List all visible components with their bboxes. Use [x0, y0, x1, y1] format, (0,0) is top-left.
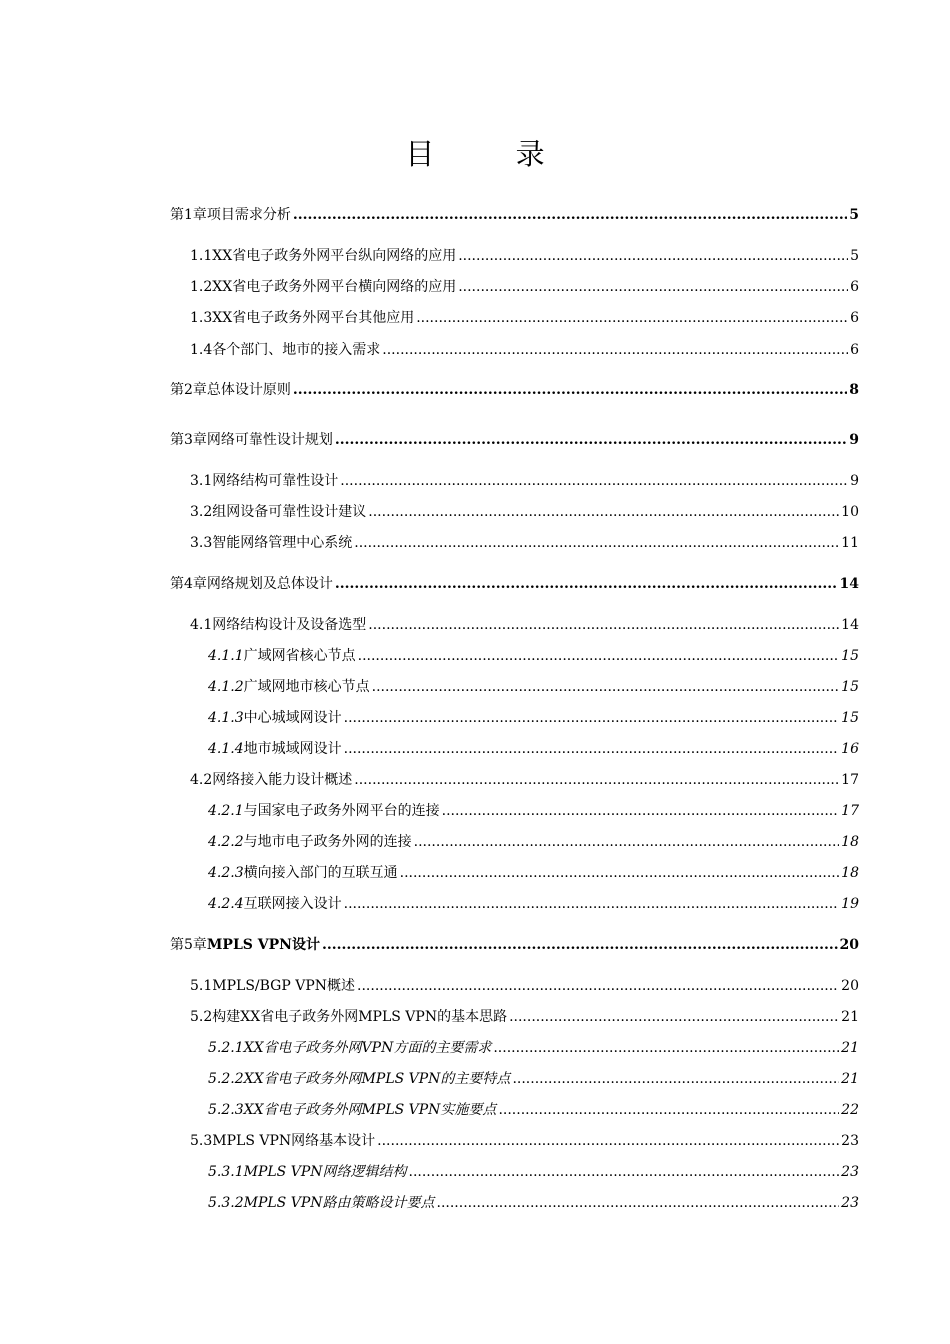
- leader-dots: [335, 576, 838, 592]
- toc-chapter-3[interactable]: [170, 429, 859, 449]
- toc-section-1-3[interactable]: [190, 307, 859, 327]
- toc-page: 21: [841, 1009, 859, 1025]
- leader-dots: [358, 648, 840, 664]
- toc-number: 4.2: [190, 772, 213, 788]
- toc-section-5-2[interactable]: [190, 1006, 859, 1026]
- leader-dots: [368, 617, 839, 633]
- toc-chapter-2[interactable]: [170, 379, 859, 399]
- toc-number: 第5章: [170, 937, 207, 953]
- toc-subsection-5-2-2[interactable]: [208, 1068, 859, 1088]
- toc-title: XX省电子政务外网VPN方面的主要需求: [243, 1040, 492, 1056]
- toc-page: 14: [839, 576, 859, 592]
- toc-title: 网络结构设计及设备选型: [212, 617, 367, 633]
- leader-dots: [293, 207, 847, 223]
- toc-number: 5.3.1: [208, 1164, 244, 1180]
- toc-number: 1.2: [190, 279, 213, 295]
- toc-title: 各个部门、地市的接入需求: [212, 342, 381, 358]
- toc-section-3-1[interactable]: [190, 470, 859, 490]
- toc-section-1-4[interactable]: [190, 339, 859, 359]
- toc-number: 4.1.3: [208, 710, 244, 726]
- toc-page: 22: [841, 1102, 859, 1118]
- leader-dots: [354, 772, 839, 788]
- toc-page: 11: [841, 535, 859, 551]
- toc-subsection-4-1-2[interactable]: [208, 676, 859, 696]
- toc-title: XX省电子政务外网平台纵向网络的应用: [212, 248, 457, 264]
- toc-subsection-5-2-3[interactable]: [208, 1099, 859, 1119]
- toc-title: 广域网省核心节点: [243, 648, 356, 664]
- toc-title: MPLS VPN路由策略设计要点: [243, 1195, 435, 1211]
- toc-number: 3.3: [190, 535, 213, 551]
- toc-page: 17: [841, 803, 859, 819]
- toc-number: 4.1.1: [208, 648, 244, 664]
- toc-title: 互联网接入设计: [243, 896, 342, 912]
- toc-number: 1.4: [190, 342, 213, 358]
- toc-page: 14: [841, 617, 859, 633]
- toc-number: 3.2: [190, 504, 213, 520]
- toc-subsection-4-2-4[interactable]: [208, 893, 859, 913]
- leader-dots: [414, 834, 840, 850]
- toc-page: 23: [841, 1195, 859, 1211]
- toc-number: 4.1.2: [208, 679, 244, 695]
- toc-title: 广域网地市核心节点: [243, 679, 370, 695]
- toc-number: 5.1: [190, 978, 213, 994]
- toc-title: 总体设计原则: [206, 382, 291, 398]
- toc-subsection-5-2-1[interactable]: [208, 1037, 859, 1057]
- toc-page: 15: [841, 710, 859, 726]
- leader-dots: [493, 1040, 839, 1056]
- leader-dots: [400, 865, 840, 881]
- leader-dots: [293, 382, 847, 398]
- toc-page: 9: [849, 432, 859, 448]
- toc-title: 网络规划及总体设计: [206, 576, 333, 592]
- leader-dots: [512, 1071, 839, 1087]
- toc-subsection-4-2-3[interactable]: [208, 862, 859, 882]
- toc-number: 5.2.2: [208, 1071, 244, 1087]
- toc-page: 6: [850, 342, 859, 358]
- toc-number: 3.1: [190, 473, 213, 489]
- toc-chapter-5[interactable]: [170, 934, 859, 954]
- toc-chapter-4[interactable]: [170, 573, 859, 593]
- toc-page: 23: [841, 1164, 859, 1180]
- toc-number: 5.2: [190, 1009, 213, 1025]
- toc-number: 1.1: [190, 248, 213, 264]
- toc-subsection-4-1-4[interactable]: [208, 738, 859, 758]
- toc-title: 与国家电子政务外网平台的连接: [243, 803, 440, 819]
- toc-page: 20: [839, 937, 859, 953]
- toc-number: 1.3: [190, 310, 213, 326]
- toc-subsection-4-2-2[interactable]: [208, 831, 859, 851]
- toc-title: 中心城域网设计: [243, 710, 342, 726]
- toc-section-1-1[interactable]: [190, 245, 859, 265]
- toc-subsection-5-3-1[interactable]: [208, 1161, 859, 1181]
- toc-title: 网络可靠性设计规划: [206, 432, 333, 448]
- leader-dots: [509, 1009, 839, 1025]
- toc-page: 10: [841, 504, 859, 520]
- leader-dots: [344, 741, 840, 757]
- toc-title: MPLS VPN网络基本设计: [212, 1133, 376, 1149]
- leader-dots: [322, 937, 838, 953]
- toc-page: 5: [849, 207, 859, 223]
- toc-number: 第1章: [170, 207, 207, 223]
- toc-page: 17: [841, 772, 859, 788]
- toc-title: 组网设备可靠性设计建议: [212, 504, 367, 520]
- toc-title: MPLS VPN设计: [206, 937, 320, 953]
- toc-title: XX省电子政务外网平台横向网络的应用: [212, 279, 457, 295]
- toc-page: 19: [841, 896, 859, 912]
- toc-page: 5: [850, 248, 859, 264]
- toc-page: 18: [841, 834, 859, 850]
- toc-section-1-2[interactable]: [190, 276, 859, 296]
- toc-title: 项目需求分析: [206, 207, 291, 223]
- toc-section-3-2[interactable]: [190, 501, 859, 521]
- toc-page: 23: [841, 1133, 859, 1149]
- toc-number: 第3章: [170, 432, 207, 448]
- toc-subsection-4-1-1[interactable]: [208, 645, 859, 665]
- toc-section-5-1[interactable]: [190, 975, 859, 995]
- leader-dots: [458, 279, 848, 295]
- toc-title: 构建XX省电子政务外网MPLS VPN的基本思路: [212, 1009, 508, 1025]
- toc-number: 4.2.4: [208, 896, 244, 912]
- leader-dots: [498, 1102, 839, 1118]
- toc-title: 智能网络管理中心系统: [212, 535, 353, 551]
- leader-dots: [344, 710, 840, 726]
- toc-section-4-1[interactable]: [190, 614, 859, 634]
- leader-dots: [368, 504, 839, 520]
- toc-chapter-1[interactable]: [170, 204, 859, 224]
- toc-title: XX省电子政务外网MPLS VPN的主要特点: [243, 1071, 511, 1087]
- toc-number: 5.2.1: [208, 1040, 244, 1056]
- toc-page: 21: [841, 1040, 859, 1056]
- toc-page: 16: [841, 741, 859, 757]
- toc-title: 地市城域网设计: [243, 741, 342, 757]
- toc-title: 与地市电子政务外网的连接: [243, 834, 412, 850]
- leader-dots: [377, 1133, 839, 1149]
- toc-number: 4.2.1: [208, 803, 244, 819]
- toc-page: 20: [841, 978, 859, 994]
- toc-page: 9: [850, 473, 859, 489]
- toc-section-5-3[interactable]: [190, 1130, 859, 1150]
- toc-page: 15: [841, 648, 859, 664]
- toc-title: 网络结构可靠性设计: [212, 473, 339, 489]
- toc-number: 5.3.2: [208, 1195, 244, 1211]
- leader-dots: [357, 978, 839, 994]
- toc-subsection-4-2-1[interactable]: [208, 800, 859, 820]
- toc-section-3-3[interactable]: [190, 532, 859, 552]
- leader-dots: [458, 248, 848, 264]
- toc-number: 4.2.3: [208, 865, 244, 881]
- leader-dots: [442, 803, 840, 819]
- toc-title: MPLS/BGP VPN概述: [212, 978, 356, 994]
- toc-number: 5.2.3: [208, 1102, 244, 1118]
- toc-page: 15: [841, 679, 859, 695]
- toc-page: 18: [841, 865, 859, 881]
- toc-number: 4.2.2: [208, 834, 244, 850]
- toc-number: 第4章: [170, 576, 207, 592]
- toc-title: MPLS VPN网络逻辑结构: [243, 1164, 407, 1180]
- leader-dots: [416, 310, 848, 326]
- leader-dots: [335, 432, 847, 448]
- toc-page: 21: [841, 1071, 859, 1087]
- toc-page: 6: [850, 279, 859, 295]
- toc-number: 5.3: [190, 1133, 213, 1149]
- leader-dots: [372, 679, 840, 695]
- toc-number: 第2章: [170, 382, 207, 398]
- leader-dots: [409, 1164, 840, 1180]
- leader-dots: [344, 896, 840, 912]
- toc-page: 6: [850, 310, 859, 326]
- toc-section-4-2[interactable]: [190, 769, 859, 789]
- toc-title: 横向接入部门的互联互通: [243, 865, 398, 881]
- toc-page: 8: [849, 382, 859, 398]
- page-title: 目 录: [405, 137, 581, 171]
- toc-number: 4.1.4: [208, 741, 244, 757]
- leader-dots: [437, 1195, 840, 1211]
- toc-title: XX省电子政务外网MPLS VPN实施要点: [243, 1102, 497, 1118]
- toc-title: XX省电子政务外网平台其他应用: [212, 310, 415, 326]
- leader-dots: [382, 342, 848, 358]
- toc-subsection-4-1-3[interactable]: [208, 707, 859, 727]
- leader-dots: [340, 473, 848, 489]
- toc-number: 4.1: [190, 617, 213, 633]
- toc-subsection-5-3-2[interactable]: [208, 1192, 859, 1212]
- leader-dots: [354, 535, 839, 551]
- toc-title: 网络接入能力设计概述: [212, 772, 353, 788]
